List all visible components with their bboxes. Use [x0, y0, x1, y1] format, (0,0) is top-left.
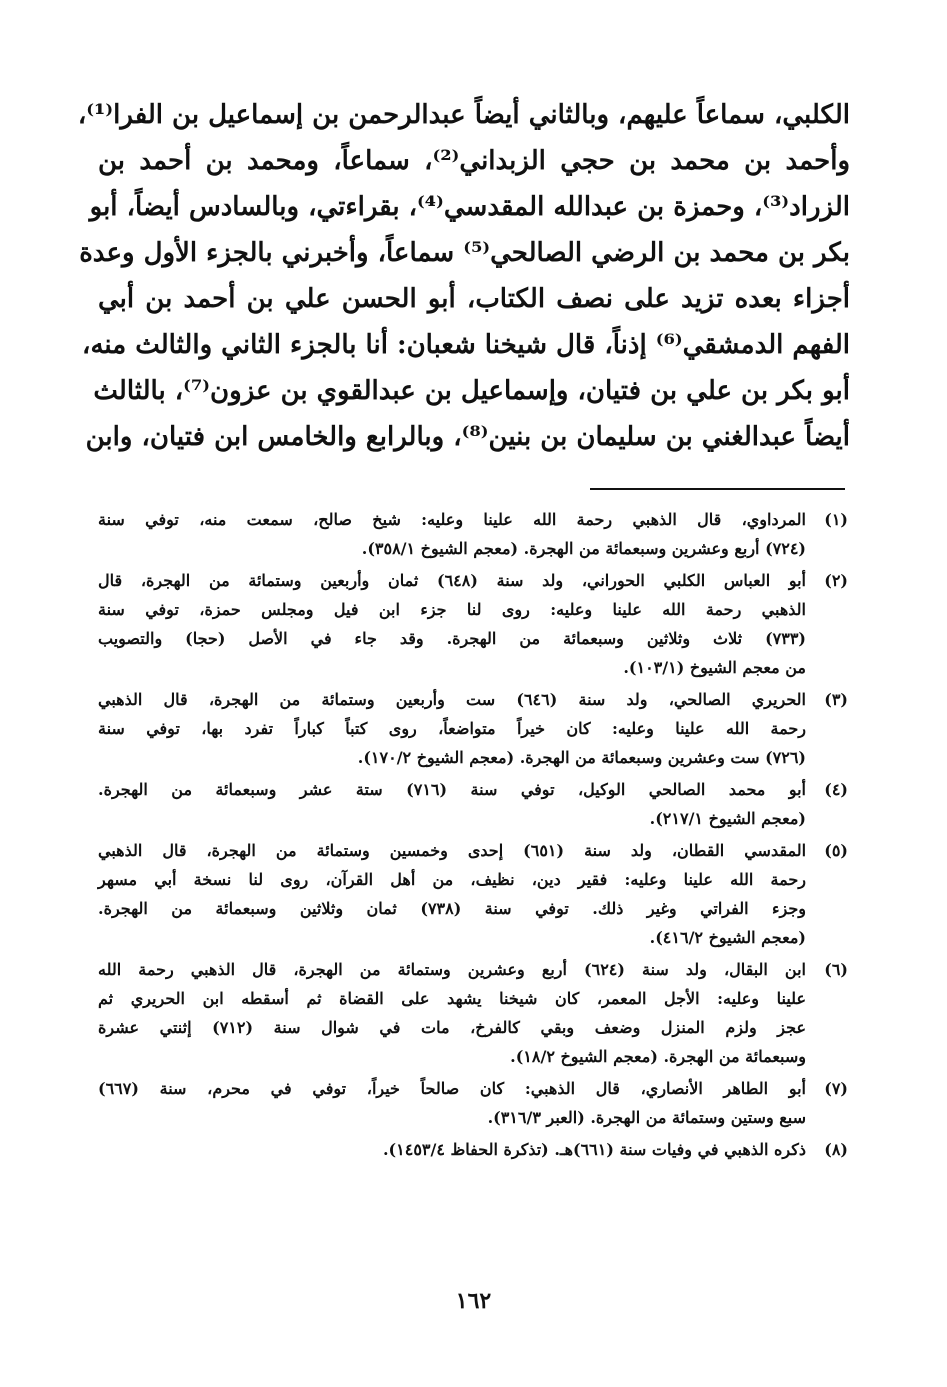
- footnote-line: ذكره الذهبي في وفيات سنة (٦٦١)هـ. (تذكرة الحفاظ ١٤٥٣/٤).: [382, 1140, 806, 1159]
- main-text-line: الزراد⁽³⁾، وحمزة بن عبدالله المقدسي⁽⁴⁾، بقراءتي، وبالسادس أيضاً، أبو: [89, 192, 850, 222]
- main-text-line: أيضاً عبدالغني بن سليمان بن بنين⁽⁸⁾، وبالرابع والخامس ابن فتيان، وابن: [85, 422, 850, 452]
- footnote-line: أبو الطاهر الأنصاري، قال الذهبي: كان صالحاً خيراً، توفي في محرم، سنة (٦٦٧): [98, 1079, 806, 1098]
- footnote-line: رحمة الله علينا وعليه: كان خيراً متواضعاً، روى كتباً كباراً تفرد بها، توفي سنة: [98, 719, 806, 738]
- footnotes-section: [98, 505, 848, 1167]
- page-number: ١٦٢: [455, 1288, 492, 1314]
- footnote-line: (٧٣٣) ثلاث وثلاثين وسبعمائة من الهجرة. وقد جاء في الأصل (حجا) والتصويب: [98, 629, 806, 648]
- footnote-7: [98, 1074, 848, 1132]
- main-text-line: وأحمد بن محمد بن حجي الزبداني⁽²⁾، سماعاً، ومحمد بن أحمد بن: [98, 146, 850, 176]
- footnote-2: [98, 566, 848, 682]
- footnote-line: (٧٢٦) ست وعشرين وسبعمائة من الهجرة. (معجم الشيوخ ١٧٠/٢).: [357, 748, 806, 767]
- main-text-line: بكر بن محمد بن الرضي الصالحي⁽⁵⁾ سماعاً، وأخبرني بالجزء الأول وعدة: [79, 238, 850, 268]
- footnote-number: (٤): [824, 780, 848, 799]
- footnote-number: (٥): [824, 841, 848, 860]
- footnote-line: علينا وعليه: الأجل المعمر، كان شيخنا يشهد على القضاة ثم أسقطه ابن الحريري ثم: [98, 989, 806, 1008]
- footnote-line: (معجم الشيوخ ٤١٦/٢).: [649, 928, 806, 947]
- footnote-line: وسبعمائة من الهجرة. (معجم الشيوخ ١٨/٢).: [510, 1047, 806, 1066]
- footnote-line: من معجم الشيوخ (١٠٣/١).: [623, 658, 806, 677]
- footnote-number: (٣): [824, 690, 848, 709]
- footnote-number: (٨): [824, 1140, 848, 1159]
- footnote-number: (٧): [824, 1079, 848, 1098]
- main-text-line: الكلبي، سماعاً عليهم، وبالثاني أيضاً عبدالرحمن بن إسماعيل بن الفرا⁽¹⁾،: [77, 100, 850, 130]
- footnote-line: (٧٢٤) أربع وعشرين وسبعمائة من الهجرة. (معجم الشيوخ ٣٥٨/١).: [361, 539, 806, 558]
- footnote-line: رحمة الله علينا وعليه: فقير دين، نظيف، من أهل القرآن، روى لنا نسخة أبي مسهر: [98, 870, 806, 889]
- footnote-line: سبع وستين وستمائة من الهجرة. (العبر ٣١٦/٣).: [487, 1108, 806, 1127]
- footnote-line: ابن البقال، ولد سنة (٦٢٤) أربع وعشرين وستمائة من الهجرة، قال الذهبي رحمة الله: [98, 960, 806, 979]
- footnote-1: [98, 505, 848, 563]
- footnote-6: [98, 955, 848, 1071]
- footnote-number: (١): [824, 510, 848, 529]
- footnote-line: الذهبي رحمة الله علينا وعليه: روى لنا جزء ابن فيل ومجلس حمزة، توفي سنة: [98, 600, 806, 619]
- footnote-line: أبو محمد الصالحي الوكيل، توفي سنة (٧١٦) ستة عشر وسبعمائة من الهجرة.: [98, 780, 806, 799]
- footnote-line: المرداوي، قال الذهبي رحمة الله علينا وعليه: شيخ صالح، سمعت منه، توفي سنة: [98, 510, 806, 529]
- footnote-5: [98, 836, 848, 952]
- footnote-line: (معجم الشيوخ ٢١٧/١).: [649, 809, 806, 828]
- footnote-number: (٦): [824, 960, 848, 979]
- footnote-line: الحريري الصالحي، ولد سنة (٦٤٦) ست وأربعين وستمائة من الهجرة، قال الذهبي: [98, 690, 806, 709]
- main-text-line: أبو بكر بن علي بن فتيان، وإسماعيل بن عبدالقوي بن عزون⁽⁷⁾، بالثالث: [93, 376, 850, 406]
- footnote-line: وجزء الفراتي وغير ذلك. توفي سنة (٧٣٨) ثمان وثلاثين وسبعمائة من الهجرة.: [98, 899, 806, 918]
- footnote-line: المقدسي القطان، ولد سنة (٦٥١) إحدى وخمسين وستمائة من الهجرة، قال الذهبي: [98, 841, 807, 860]
- footnote-8: [98, 1135, 848, 1164]
- main-text-line: الفهم الدمشقي⁽⁶⁾ إذناً، قال شيخنا شعبان: أنا بالجزء الثاني والثالث منه،: [82, 330, 850, 360]
- footnote-number: (٢): [824, 571, 848, 590]
- footnote-4: [98, 775, 848, 833]
- footnote-divider: [590, 488, 845, 490]
- main-text-line: أجزاء بعده تزيد على نصف الكتاب، أبو الحسن علي بن أحمد بن أبي: [98, 284, 850, 314]
- footnote-3: [98, 685, 848, 772]
- footnote-line: عجز ولزم المنزل وضعف وبقي كالفرخ، مات في شوال سنة (٧١٢) إثنتي عشرة: [98, 1018, 806, 1037]
- main-text-body: [77, 92, 850, 460]
- footnote-line: أبو العباس الكلبي الحوراني، ولد سنة (٦٤٨) ثمان وأربعين وستمائة من الهجرة، قال: [98, 571, 806, 590]
